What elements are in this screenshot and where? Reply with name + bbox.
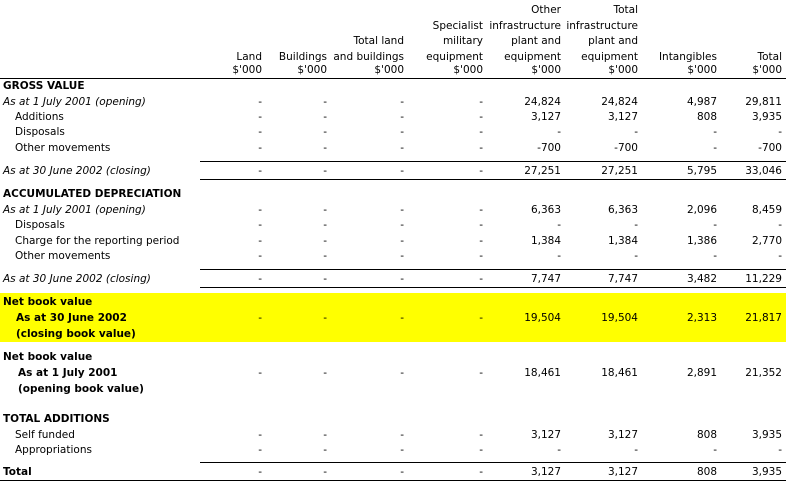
block-label-line: (closing book value): [16, 328, 136, 340]
subtotal-rule-bottom: [200, 287, 786, 288]
table-cell-value: -: [778, 219, 782, 231]
column-header-line: equipment: [504, 50, 561, 63]
table-cell-value: -: [400, 429, 404, 441]
table-cell-value: -: [557, 250, 561, 262]
table-cell-value: 3,127: [607, 111, 638, 123]
table-cell-value: -: [323, 235, 327, 247]
table-cell-value: -: [258, 96, 262, 108]
table-cell-value: -: [258, 111, 262, 123]
column-header-line: equipment: [581, 50, 638, 63]
table-cell-value: -: [400, 165, 404, 177]
column-header-line: equipment: [426, 50, 483, 63]
table-cell-value: -: [479, 204, 483, 216]
table-cell-value: -: [258, 204, 262, 216]
column-header-line: infrastructure: [489, 19, 561, 32]
subtotal-rule-top: [200, 269, 786, 270]
row-label: As at 30 June 2002 (closing): [3, 273, 151, 285]
table-cell-value: 3,935: [751, 111, 782, 123]
table-cell-value: -: [479, 367, 483, 379]
table-cell-value: -: [323, 165, 327, 177]
table-cell-value: -: [634, 444, 638, 456]
table-cell-value: 24,824: [601, 96, 638, 108]
table-cell-value: -: [323, 96, 327, 108]
table-cell-value: 29,811: [745, 96, 782, 108]
block-label-line: (opening book value): [18, 383, 144, 395]
table-cell-value: -: [400, 111, 404, 123]
row-label: Appropriations: [15, 444, 92, 456]
table-cell-value: -700: [614, 142, 638, 154]
table-cell-value: 3,935: [751, 466, 782, 478]
table-cell-value: 24,824: [524, 96, 561, 108]
table-cell-value: -: [323, 142, 327, 154]
table-cell-value: -: [479, 273, 483, 285]
subtotal-rule-bottom: [0, 480, 786, 481]
column-unit: $'000: [531, 64, 561, 76]
table-cell-value: -: [323, 273, 327, 285]
table-cell-value: -: [479, 126, 483, 138]
table-cell-value: 18,461: [601, 367, 638, 379]
table-cell-value: -: [557, 444, 561, 456]
column-header-line: Total land: [353, 35, 404, 47]
table-cell-value: -: [258, 367, 262, 379]
table-cell-value: 6,363: [530, 204, 561, 216]
table-cell-value: -: [479, 466, 483, 478]
column-unit: $'000: [608, 64, 638, 76]
table-cell-value: -: [713, 219, 717, 231]
table-cell-value: -: [323, 219, 327, 231]
table-cell-value: 808: [696, 111, 717, 123]
table-cell-value: 33,046: [745, 165, 782, 177]
column-unit: $'000: [374, 64, 404, 76]
table-cell-value: 3,127: [530, 111, 561, 123]
table-cell-value: -: [557, 126, 561, 138]
table-cell-value: -: [400, 312, 404, 324]
table-cell-value: -: [258, 429, 262, 441]
table-cell-value: -: [323, 367, 327, 379]
subtotal-rule-top: [200, 462, 786, 463]
column-unit: $'000: [232, 64, 262, 76]
block-label-line: As at 30 June 2002: [16, 312, 127, 324]
table-cell-value: -: [479, 142, 483, 154]
table-cell-value: 3,935: [751, 429, 782, 441]
table-cell-value: 2,770: [751, 235, 782, 247]
column-header-line: Land: [236, 50, 262, 63]
row-label: As at 30 June 2002 (closing): [3, 165, 151, 177]
row-label: Charge for the reporting period: [15, 235, 180, 247]
subtotal-rule-top: [200, 161, 786, 162]
block-label-line: Net book value: [3, 351, 93, 363]
table-cell-value: 1,384: [607, 235, 638, 247]
header-rule: [0, 78, 786, 79]
row-label: Disposals: [15, 126, 65, 138]
table-cell-value: 4,987: [686, 96, 717, 108]
table-cell-value: 27,251: [601, 165, 638, 177]
table-cell-value: -: [479, 312, 483, 324]
row-label: Additions: [15, 111, 64, 123]
column-header-line: and buildings: [333, 50, 404, 63]
table-cell-value: -: [258, 219, 262, 231]
section-heading: GROSS VALUE: [3, 80, 85, 92]
table-cell-value: 3,127: [530, 429, 561, 441]
table-cell-value: -: [778, 126, 782, 138]
table-cell-value: -: [479, 111, 483, 123]
table-cell-value: 6,363: [607, 204, 638, 216]
column-header-line: Total: [613, 4, 638, 16]
section-rule: [0, 402, 786, 403]
table-cell-value: -: [400, 96, 404, 108]
table-cell-value: 1,386: [686, 235, 717, 247]
table-cell-value: -: [479, 429, 483, 441]
row-label: Self funded: [15, 429, 75, 441]
table-cell-value: 19,504: [601, 312, 638, 324]
table-cell-value: -: [479, 444, 483, 456]
row-label: As at 1 July 2001 (opening): [3, 96, 146, 108]
column-header-line: plant and: [511, 35, 561, 47]
table-cell-value: 3,127: [607, 466, 638, 478]
table-cell-value: 11,229: [745, 273, 782, 285]
section-heading: TOTAL ADDITIONS: [3, 413, 110, 425]
block-label-line: As at 1 July 2001: [18, 367, 118, 379]
table-cell-value: 2,313: [686, 312, 717, 324]
table-cell-value: 1,384: [530, 235, 561, 247]
row-label: Other movements: [15, 250, 111, 262]
table-cell-value: -: [323, 250, 327, 262]
table-cell-value: 5,795: [686, 165, 717, 177]
table-cell-value: -: [323, 466, 327, 478]
table-cell-value: 808: [696, 429, 717, 441]
table-cell-value: -: [323, 312, 327, 324]
column-header-line: Other: [531, 4, 561, 16]
table-cell-value: -: [400, 250, 404, 262]
column-unit: $'000: [297, 64, 327, 76]
row-label: Disposals: [15, 219, 65, 231]
table-cell-value: -: [400, 235, 404, 247]
table-cell-value: 2,891: [686, 367, 717, 379]
column-header-line: Intangibles: [658, 50, 717, 63]
table-cell-value: -: [557, 219, 561, 231]
table-cell-value: -: [634, 250, 638, 262]
table-cell-value: -: [258, 142, 262, 154]
table-cell-value: 3,127: [530, 466, 561, 478]
table-cell-value: -: [400, 219, 404, 231]
subtotal-rule-bottom: [200, 179, 786, 180]
section-rule: [0, 345, 786, 346]
table-cell-value: -: [713, 142, 717, 154]
table-cell-value: 27,251: [524, 165, 561, 177]
table-cell-value: -: [400, 273, 404, 285]
table-cell-value: -: [479, 235, 483, 247]
column-header-line: plant and: [588, 35, 638, 47]
table-cell-value: -: [713, 126, 717, 138]
column-header-line: infrastructure: [566, 19, 638, 32]
table-cell-value: -: [479, 165, 483, 177]
table-cell-value: 18,461: [524, 367, 561, 379]
block-label-line: Net book value: [3, 296, 93, 308]
table-cell-value: -: [258, 126, 262, 138]
table-cell-value: 3,127: [607, 429, 638, 441]
table-cell-value: 808: [696, 466, 717, 478]
column-header-line: military: [442, 35, 483, 47]
table-cell-value: 19,504: [524, 312, 561, 324]
table-cell-value: -: [400, 444, 404, 456]
table-cell-value: 21,352: [745, 367, 782, 379]
table-cell-value: -: [258, 466, 262, 478]
table-cell-value: -: [258, 250, 262, 262]
table-cell-value: -: [258, 273, 262, 285]
table-cell-value: -: [778, 444, 782, 456]
table-cell-value: -: [323, 111, 327, 123]
table-cell-value: -: [323, 126, 327, 138]
table-cell-value: -: [479, 250, 483, 262]
table-cell-value: 21,817: [745, 312, 782, 324]
table-cell-value: -: [713, 250, 717, 262]
column-header-line: Specialist: [432, 19, 483, 32]
table-cell-value: -: [258, 312, 262, 324]
table-cell-value: 7,747: [530, 273, 561, 285]
table-cell-value: -: [634, 219, 638, 231]
column-unit: $'000: [453, 64, 483, 76]
table-cell-value: 8,459: [751, 204, 782, 216]
table-cell-value: -: [479, 96, 483, 108]
table-cell-value: -: [323, 444, 327, 456]
table-cell-value: -: [323, 204, 327, 216]
table-cell-value: -: [400, 126, 404, 138]
row-label: Total: [3, 466, 32, 478]
row-label: As at 1 July 2001 (opening): [3, 204, 146, 216]
section-heading: ACCUMULATED DEPRECIATION: [3, 188, 182, 200]
table-cell-value: -: [479, 219, 483, 231]
column-header-line: Buildings: [278, 50, 327, 63]
table-cell-value: -: [400, 367, 404, 379]
row-label: Other movements: [15, 142, 111, 154]
column-header-line: Total: [757, 50, 782, 63]
table-cell-value: -: [258, 235, 262, 247]
column-unit: $'000: [687, 64, 717, 76]
table-cell-value: -: [400, 142, 404, 154]
table-cell-value: -: [634, 126, 638, 138]
table-cell-value: -700: [537, 142, 561, 154]
table-cell-value: -: [400, 466, 404, 478]
table-cell-value: -700: [758, 142, 782, 154]
table-cell-value: -: [778, 250, 782, 262]
table-cell-value: -: [323, 429, 327, 441]
table-cell-value: 2,096: [686, 204, 717, 216]
table-cell-value: -: [713, 444, 717, 456]
column-unit: $'000: [752, 64, 782, 76]
table-cell-value: -: [258, 444, 262, 456]
table-cell-value: -: [400, 204, 404, 216]
table-cell-value: 7,747: [607, 273, 638, 285]
table-cell-value: 3,482: [686, 273, 717, 285]
table-cell-value: -: [258, 165, 262, 177]
